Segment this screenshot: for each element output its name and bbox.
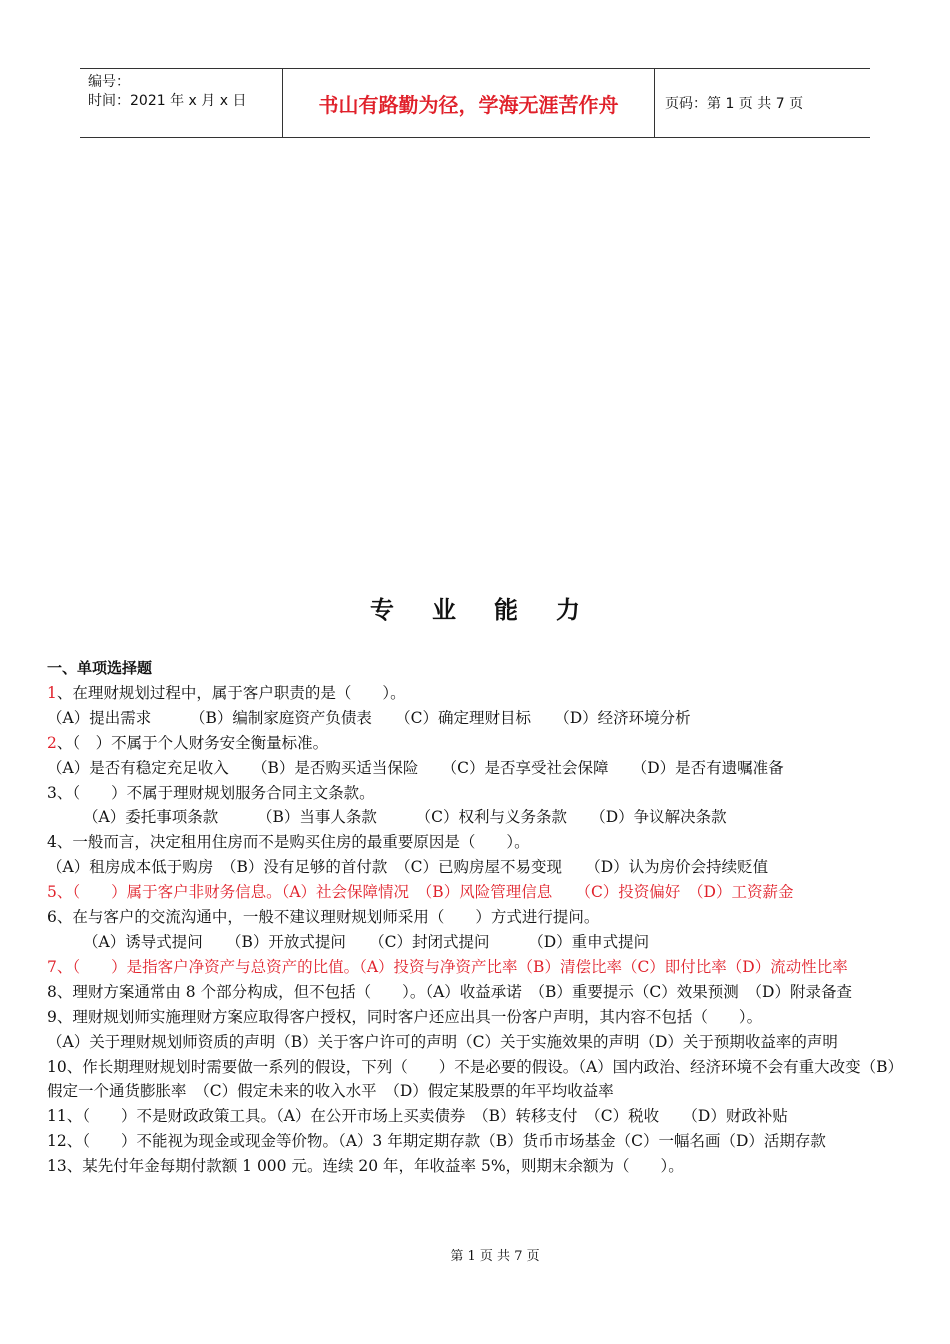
question-1: 1、在理财规划过程中，属于客户职责的是（ ）。 bbox=[47, 683, 406, 702]
question-12: 12、（ ）不能视为现金或现金等价物。（A）3 年期定期存款（B）货币市场基金（C）一幅名画（D）活期存款 bbox=[47, 1132, 826, 1151]
question-4: 4、一般而言，决定租用住房而不是购买住房的最重要原因是（ ）。 bbox=[47, 833, 530, 852]
header-left-cell bbox=[80, 69, 282, 137]
document-title: 专业能力 bbox=[370, 595, 618, 624]
question-7: 7、（ ）是指客户净资产与总资产的比值。（A）投资与净资产比率（B）清偿比率（C）即付比率（D）流动性比率 bbox=[47, 957, 848, 976]
date-label: 时间：2021 年 x 月 x 日 bbox=[88, 93, 247, 109]
question-content bbox=[47, 656, 909, 1179]
page-footer: 第 1 页 共 7 页 bbox=[450, 1249, 540, 1264]
question-1-text: 、在理财规划过程中，属于客户职责的是（ ）。 bbox=[56, 683, 406, 702]
question-5: 5、（ ）属于客户非财务信息。（A）社会保障情况 （B）风险管理信息 （C）投资偏好 （D）工资薪金 bbox=[47, 883, 794, 902]
question-6: 6、在与客户的交流沟通中，一般不建议理财规划师采用（ ）方式进行提问。 bbox=[47, 908, 600, 927]
question-2-text: 、（ ）不属于个人财务安全衡量标准。 bbox=[56, 733, 329, 752]
question-13: 13、某先付年金每期付款额 1 000 元。连续 20 年，年收益率 5%，则期末余额为（ ）。 bbox=[47, 1157, 684, 1176]
question-4-options: （A）租房成本低于购房 （B）没有足够的首付款 （C）已购房屋不易变现 （D）认为房价会持续贬值 bbox=[47, 858, 769, 877]
question-2-options: （A）是否有稳定充足收入 （B）是否购买适当保险 （C）是否享受社会保障 （D）是否有遗嘱准备 bbox=[47, 758, 784, 777]
question-2: 2、（ ）不属于个人财务安全衡量标准。 bbox=[47, 733, 329, 752]
question-9: 9、理财规划师实施理财方案应取得客户授权，同时客户还应出具一份客户声明，其内容不包括（ ）。 bbox=[47, 1007, 763, 1026]
question-1-options: （A）提出需求 （B）编制家庭资产负债表 （C）确定理财目标 （D）经济环境分析 bbox=[47, 708, 691, 727]
question-3: 3、（ ）不属于理财规划服务合同主文条款。 bbox=[47, 783, 375, 802]
question-6-options: （A）诱导式提问 （B）开放式提问 （C）封闭式提问 （D）重申式提问 bbox=[83, 932, 650, 951]
motto: 书山有路勤为径，学海无涯苦作舟 bbox=[282, 69, 655, 137]
question-8: 8、理财方案通常由 8 个部分构成，但不包括（ ）。（A）收益承诺 （B）重要提示（C）效果预测 （D）附录备查 bbox=[47, 982, 852, 1001]
section-heading: 一、单项选择题 bbox=[47, 659, 153, 677]
question-3-options: （A）委托事项条款 （B）当事人条款 （C）权利与义务条款 （D）争议解决条款 bbox=[83, 808, 727, 827]
page-info: 页码：第 1 页 共 7 页 bbox=[665, 96, 804, 112]
question-9-options: （A）关于理财规划师资质的声明（B）关于客户许可的声明（C）关于实施效果的声明（D）关于预期收益率的声明 bbox=[47, 1032, 838, 1051]
question-11: 11、（ ）不是财政政策工具。（A）在公开市场上买卖债券 （B）转移支付 （C）税收 （D）财政补贴 bbox=[47, 1107, 788, 1126]
number-label: 编号： bbox=[88, 74, 130, 90]
header-table bbox=[80, 68, 870, 138]
question-10: 10、作长期理财规划时需要做一系列的假设，下列（ ）不是必要的假设。（A）国内政治、经济环境不会有重大改变（B）假定一个通货膨胀率 （C）假定未来的收入水平 （D）假定某股票的年平均收益率 bbox=[47, 1057, 904, 1101]
